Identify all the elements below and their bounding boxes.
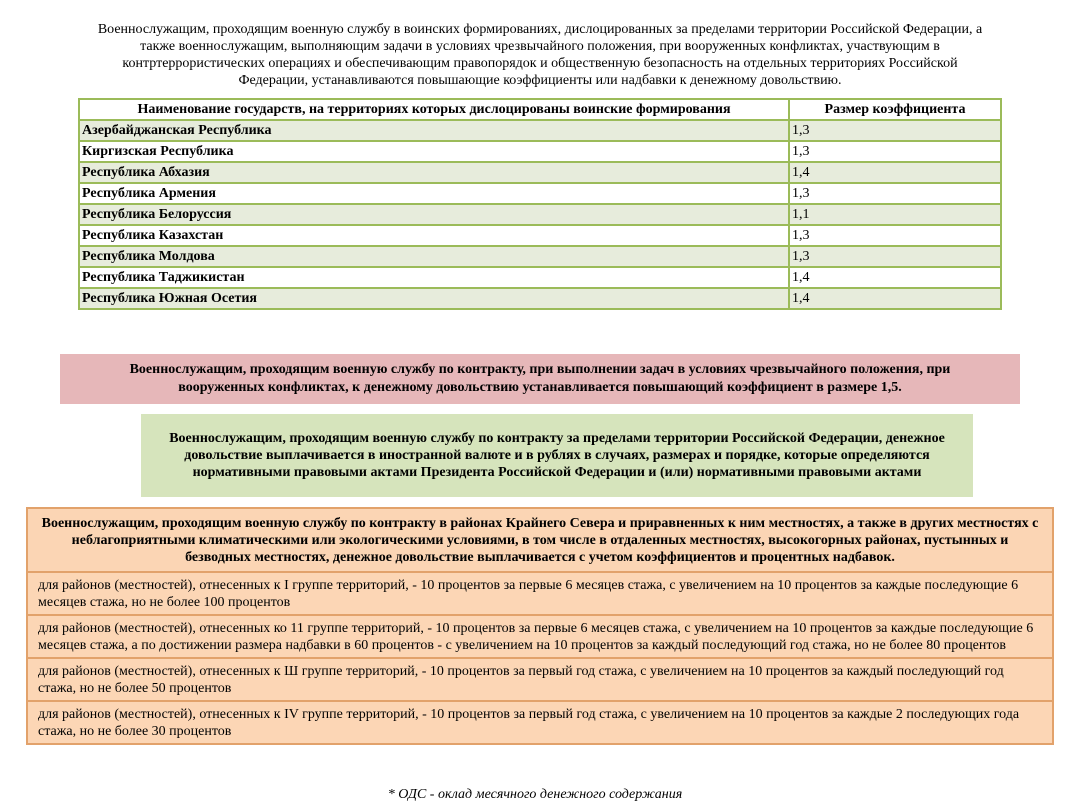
coefficient-value: 1,3 xyxy=(789,183,1001,204)
country-name: Республика Белоруссия xyxy=(79,204,789,225)
far-north-block xyxy=(26,507,1054,745)
far-north-group-4: для районов (местностей), отнесенных к IV группе территорий, - 10 процентов за первый год стажа, с увеличением на 10 процентов за каждые 2 последующих года стажа, но не более 30 процентов xyxy=(38,707,1020,739)
coefficient-value: 1,4 xyxy=(789,162,1001,183)
coefficient-value: 1,3 xyxy=(789,120,1001,141)
table-row xyxy=(79,183,1001,204)
country-name: Республика Южная Осетия xyxy=(79,288,789,309)
emergency-coefficient-box: Военнослужащим, проходящим военную службу по контракту, при выполнении задач в условиях чрезвычайного положения, при вооруженных конфликтах, к денежному довольствию устанавливается повышающий коэффициент в размере 1,5. xyxy=(60,354,1020,404)
country-name: Азербайджанская Республика xyxy=(79,120,789,141)
far-north-group-1: для районов (местностей), отнесенных к I группе территорий, - 10 процентов за первые 6 месяцев стажа, с увеличением на 10 процентов за каждые последующие 6 месяцев стажа, но не более 100 процентов xyxy=(28,573,1052,616)
country-name: Республика Армения xyxy=(79,183,789,204)
country-name: Киргизская Республика xyxy=(79,141,789,162)
table-row xyxy=(79,225,1001,246)
coefficient-value: 1,3 xyxy=(789,141,1001,162)
country-name: Республика Молдова xyxy=(79,246,789,267)
table-row xyxy=(79,267,1001,288)
coefficient-table xyxy=(78,98,1002,310)
table-row xyxy=(79,120,1001,141)
table-row xyxy=(79,162,1001,183)
table-row xyxy=(79,288,1001,309)
table-row xyxy=(79,246,1001,267)
far-north-group-2: для районов (местностей), отнесенных ко 11 группе территорий, - 10 процентов за первые 6 месяцев стажа, с увеличением на 10 процентов за каждые последующие 6 месяцев стажа, а по достижении размера надбавки в 60 процентов - с увеличением на 10 процентов за каждый последующий год стажа, но не более 80 процентов xyxy=(28,616,1052,659)
country-name: Республика Казахстан xyxy=(79,225,789,246)
far-north-header: Военнослужащим, проходящим военную службу по контракту в районах Крайнего Севера и приравненных к ним местностях, а также в других местностях с неблагоприятными климатическими или экологическими условиями, в том числе в отдаленных местностях, высокогорных районах, пустынных и безводных местностях, денежное довольствие выплачивается с учетом коэффициентов и процентных надбавок. xyxy=(28,509,1052,573)
foreign-currency-box: Военнослужащим, проходящим военную службу по контракту за пределами территории Российской Федерации, денежное довольствие выплачивается в иностранной валюте и в рублях в случаях, размерах и порядке, которые определяются нормативными правовыми актами Президента Российской Федерации и (или) нормативными правовыми актами xyxy=(141,414,973,497)
intro-paragraph: Военнослужащим, проходящим военную службу в воинских формированиях, дислоцированных за пределами территории Российской Федерации, а также военнослужащим, выполняющим задачи в условиях чрезвычайного положения, при вооруженных конфликтах, участвующим в контртеррористических операциях и обеспечивающим правопорядок и общественную безопасность на отдельных территориях Российской Федерации, устанавливаются повышающие коэффициенты или надбавки к денежному довольствию. xyxy=(97,22,983,88)
coefficient-value: 1,1 xyxy=(789,204,1001,225)
coefficient-value: 1,3 xyxy=(789,246,1001,267)
far-north-group-3: для районов (местностей), отнесенных к Ш группе территорий, - 10 процентов за первый год стажа, с увеличением на 10 процентов за каждый последующий год стажа, но не более 50 процентов xyxy=(28,659,1052,702)
table-row xyxy=(79,204,1001,225)
table-row xyxy=(79,141,1001,162)
footnote: * ОДС - оклад месячного денежного содержания xyxy=(387,787,683,802)
coefficient-value: 1,3 xyxy=(789,225,1001,246)
coefficient-value: 1,4 xyxy=(789,267,1001,288)
column-header-coefficient: Размер коэффициента xyxy=(789,99,1001,120)
country-name: Республика Абхазия xyxy=(79,162,789,183)
country-name: Республика Таджикистан xyxy=(79,267,789,288)
column-header-country: Наименование государств, на территориях которых дислоцированы воинские формирования xyxy=(79,99,789,120)
coefficient-value: 1,4 xyxy=(789,288,1001,309)
